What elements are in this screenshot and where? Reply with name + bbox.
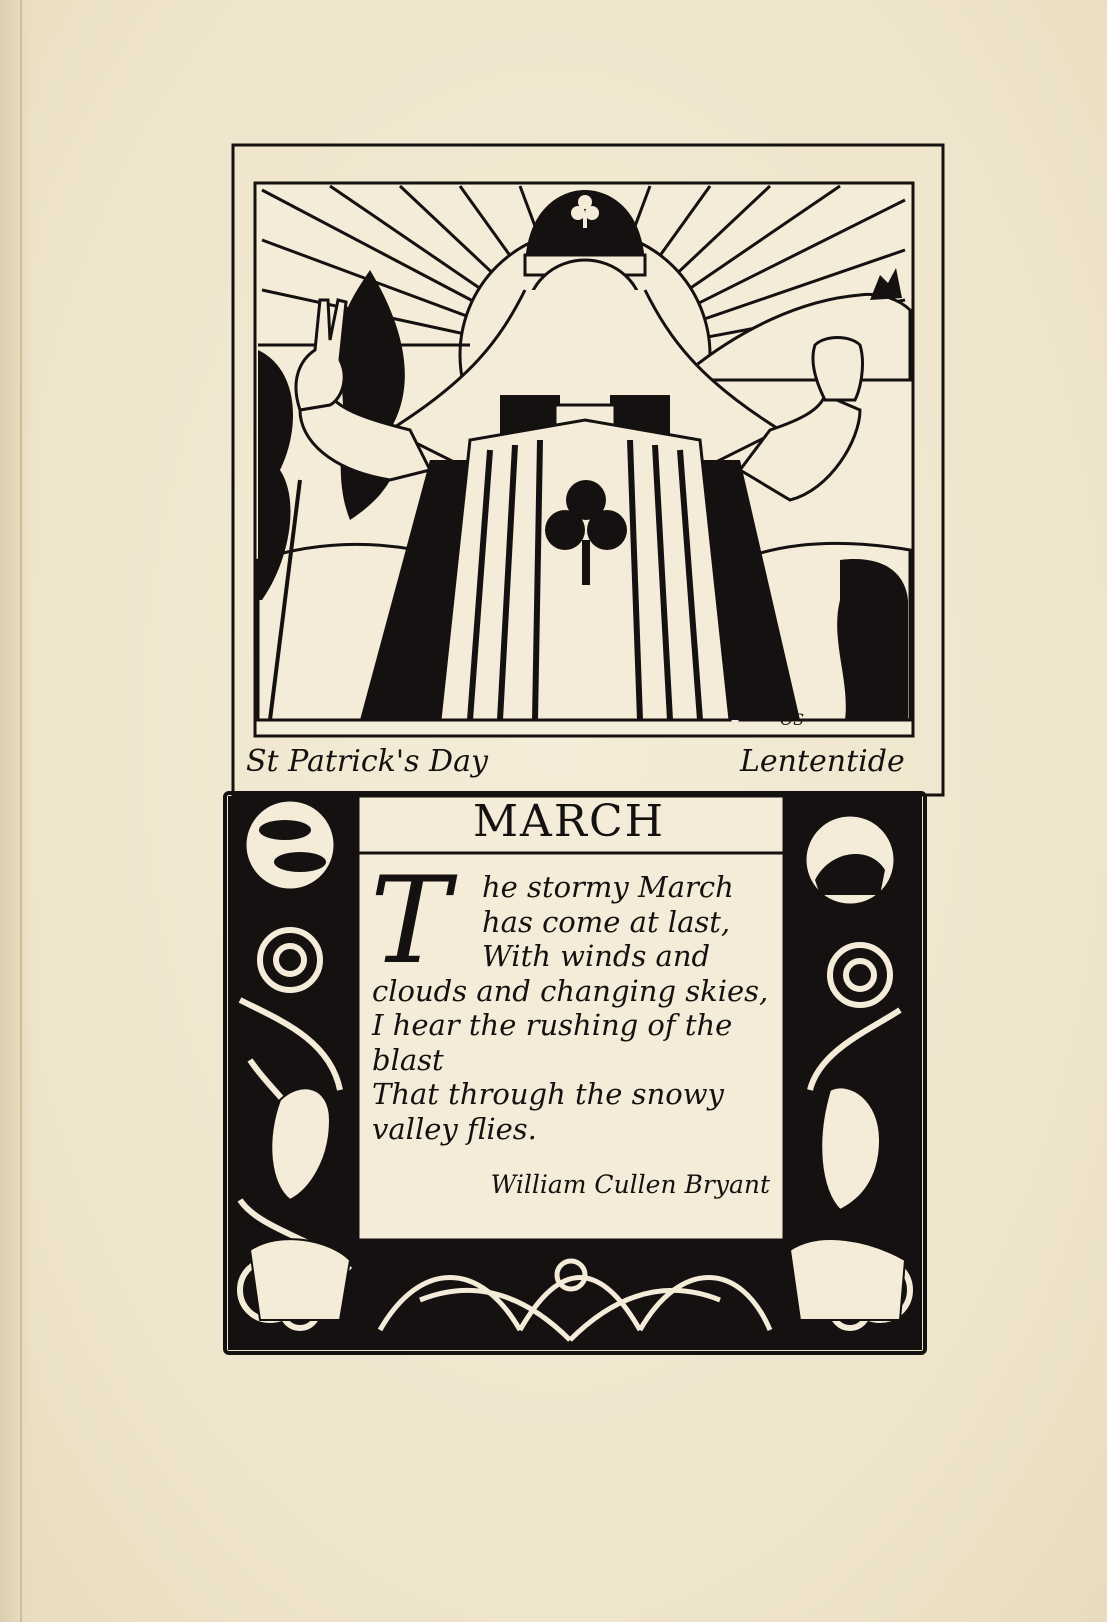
artist-monogram: OS [780, 710, 805, 729]
celtic-knot-band [358, 1240, 784, 1350]
caption-st-patricks-day: St Patrick's Day [246, 744, 488, 779]
poem-line: has come at last, [482, 904, 731, 939]
caption-lententide: Lententide [740, 744, 905, 779]
foliage-right [837, 559, 908, 720]
poem-author: William Cullen Bryant [490, 1170, 770, 1199]
poem-line: That through the snowy [372, 1077, 724, 1111]
poem-line: I hear the rushing of the [372, 1008, 733, 1042]
poem-line: With winds and [482, 939, 711, 973]
drop-cap: T [370, 852, 451, 991]
right-ornament-column [784, 796, 922, 1350]
beast-right [790, 1239, 905, 1320]
month-title: MARCH [473, 796, 665, 847]
poem [370, 852, 782, 1146]
left-ornament-column [228, 796, 358, 1350]
poem-line: he stormy March [482, 870, 734, 904]
poem-line: clouds and changing skies, [372, 973, 769, 1008]
poem-line: valley flies. [372, 1111, 537, 1146]
beast-left [250, 1239, 350, 1320]
poem-line: blast [372, 1042, 444, 1077]
